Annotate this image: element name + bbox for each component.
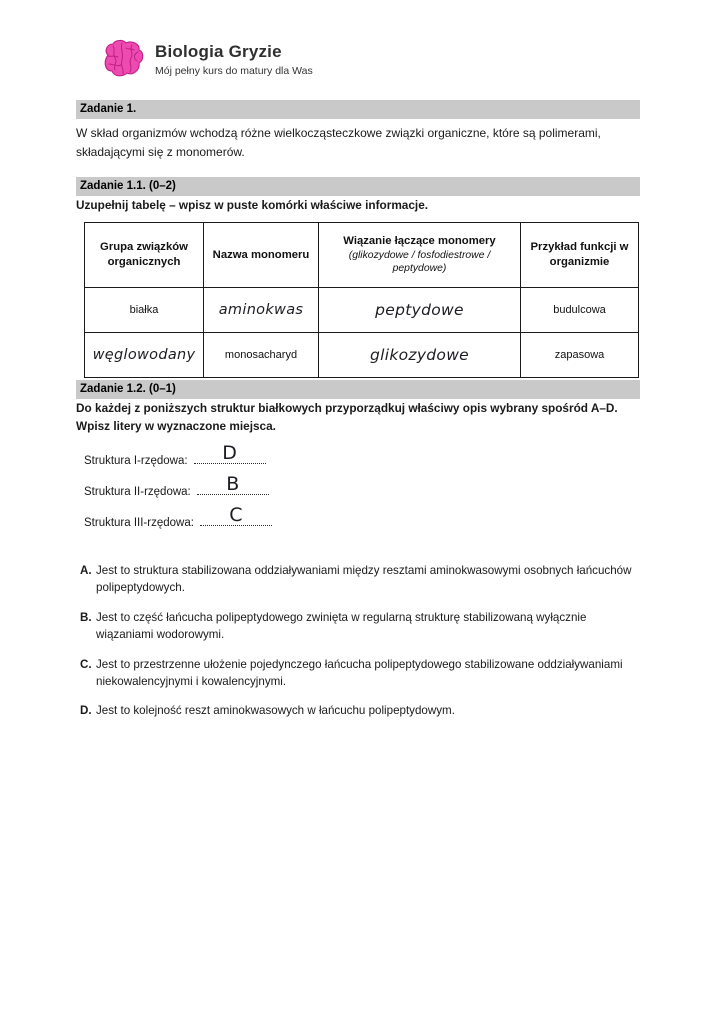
cell-wiazanie-row2-value: glikozydowe: [369, 346, 470, 364]
option-list: [80, 562, 646, 732]
cell-monomer-row2-value: monosacharyd: [224, 349, 298, 361]
column-header-monomer-label: Nazwa monomeru: [212, 248, 310, 261]
option-letter-c: C.: [80, 657, 92, 671]
cell-monomer-row1[interactable]: [204, 288, 319, 333]
cell-wiazanie-row1-value: peptydowe: [375, 301, 464, 319]
table-row: [85, 288, 639, 333]
option-letter-d: D.: [80, 704, 92, 718]
brand-tagline: Mój pełny kurs do matury dla Was: [155, 64, 313, 77]
cell-monomer-row2[interactable]: [204, 333, 319, 378]
table-row: [85, 333, 639, 378]
cell-monomer-row1-value: aminokwas: [218, 302, 304, 318]
task-1-2-header-bar: Zadanie 1.2. (0–1): [76, 380, 640, 399]
cell-grupa-row1[interactable]: [85, 288, 204, 333]
column-header-funkcja-label: Przykład funkcji w organizmie: [530, 241, 629, 268]
cell-funkcja-row2[interactable]: [521, 333, 639, 378]
option-text-d: Jest to kolejność reszt aminokwasowych w łańcuchu polipeptydowym.: [96, 704, 455, 718]
structure-row-primary: [84, 442, 484, 483]
list-item: [80, 562, 646, 597]
structure-label-secondary: Struktura II-rzędowa:: [84, 486, 191, 498]
structure-answer-field-secondary[interactable]: [197, 473, 269, 495]
cell-grupa-row1-value: białka: [129, 304, 159, 316]
structure-label-tertiary: Struktura III-rzędowa:: [84, 517, 194, 529]
column-header-grupa: [85, 223, 204, 288]
task-1-2-instruction: Do każdej z poniższych struktur białkowych przyporządkuj właściwy opis wybrany spośród A–D. Wpisz litery w wyznaczone miejsca.: [76, 401, 618, 434]
list-item: [80, 656, 646, 691]
column-header-wiazanie-hint: (glikozydowe / fosfodiestrowe / peptydowe): [348, 249, 491, 275]
task-1-1-instruction: Uzupełnij tabelę – wpisz w puste komórki właściwe informacje.: [76, 198, 429, 212]
structure-answer-secondary: B: [226, 473, 240, 495]
brand-header: [100, 38, 313, 82]
cell-grupa-row2-value: węglowodany: [92, 347, 196, 363]
cell-funkcja-row1-value: budulcowa: [553, 304, 606, 316]
option-text-a: Jest to struktura stabilizowana oddziaływaniami między resztami aminokwasowymi osobnych łańcuchów polipeptydowych.: [96, 564, 632, 595]
option-letter-a: A.: [80, 564, 92, 577]
brand-text-block: [155, 41, 313, 78]
option-text-c: Jest to przestrzenne ułożenie pojedynczego łańcucha polipeptydowego stabilizowane oddziaływaniami niekowalencyjnymi i kowalencyjnymi.: [96, 657, 623, 688]
cell-wiazanie-row1[interactable]: [319, 288, 521, 333]
cell-grupa-row2[interactable]: [85, 333, 204, 378]
brain-icon: [100, 38, 146, 82]
option-text-b: Jest to część łańcucha polipeptydowego zwinięta w regularną strukturę stabilizowaną wyłącznie wiązaniami wodorowymi.: [96, 610, 587, 642]
task-1-header-bar: Zadanie 1.: [76, 100, 640, 119]
task-1-intro-text: W skład organizmów wchodzą różne wielkocząsteczkowe związki organiczne, które są polimerami, składającymi się z monomerów.: [76, 126, 601, 159]
structure-answer-primary: D: [222, 442, 237, 464]
structure-row-secondary: [84, 473, 484, 514]
column-header-monomer: [204, 223, 319, 288]
option-letter-b: B.: [80, 610, 92, 624]
column-header-grupa-label: Grupa związków organicznych: [100, 241, 188, 268]
column-header-wiazanie-label: Wiązanie łączące monomery: [343, 235, 496, 248]
structure-answer-field-primary[interactable]: [194, 442, 266, 464]
cell-wiazanie-row2[interactable]: [319, 333, 521, 378]
task-1-1-header-bar: Zadanie 1.1. (0–2): [76, 177, 640, 196]
structure-label-primary: Struktura I-rzędowa:: [84, 455, 188, 467]
table-header-row: [85, 223, 639, 288]
column-header-wiazanie: [319, 223, 521, 288]
list-item: [80, 609, 646, 644]
column-header-funkcja: [521, 223, 639, 288]
cell-funkcja-row1[interactable]: [521, 288, 639, 333]
polymers-table: [84, 222, 639, 378]
structure-row-tertiary: [84, 504, 484, 545]
list-item: [80, 702, 646, 719]
structure-answer-field-tertiary[interactable]: [200, 504, 272, 526]
cell-funkcja-row2-value: zapasowa: [554, 349, 605, 361]
brand-title: Biologia Gryzie: [155, 42, 282, 62]
structure-answer-tertiary: C: [229, 504, 243, 526]
structure-answers-block: [84, 442, 484, 545]
